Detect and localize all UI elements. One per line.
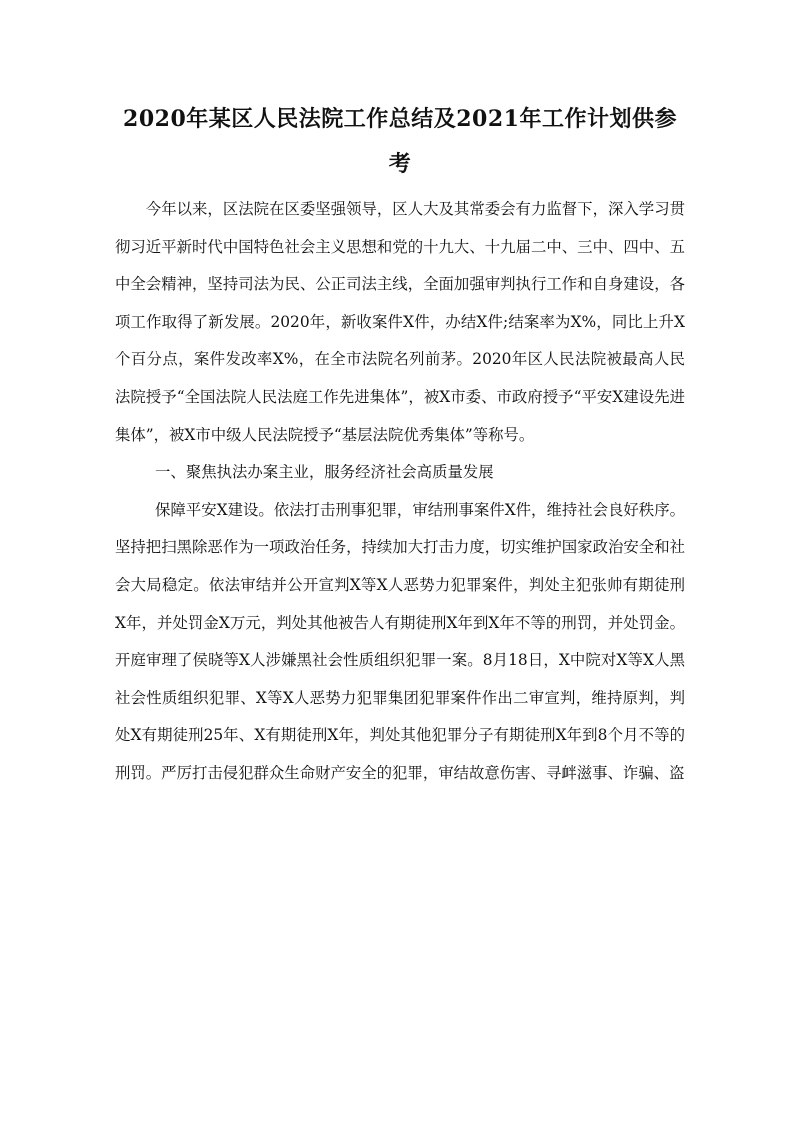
intro-paragraph: 今年以来，区法院在区委坚强领导，区人大及其常委会有力监督下，深入学习贯彻习近平新时代中国特色社会主义思想和党的十九大、十九届二中、三中、四中、五中全会精神，坚持司法为民、公正司法主线，全面加强审判执行工作和自身建设，各项工作取得了新发展。2020年，新收案件X件，办结X件;结案率为X%，同比上升X个百分点，案件发改率X%，在全市法院名列前茅。2020年区人民法院被最高人民法院授予“全国法院人民法庭工作先进集体”，被X市委、市政府授予“平安X建设先进集体”，被X市中级人民法院授予“基层法院优秀集体”等称号。 [115,200,685,444]
section-heading: 一、聚焦执法办案主业，服务经济社会高质量发展 [155,463,494,482]
section-paragraph: 保障平安X建设。依法打击刑事犯罪，审结刑事案件X件，维持社会良好秩序。坚持把扫黑除恶作为一项政治任务，持续加大打击力度，切实维护国家政治安全和社会大局稳定。依法审结并公开宣判X等X人恶势力犯罪案件，判处主犯张帅有期徒刑X年，并处罚金X万元，判处其他被告人有期徒刑X年到X年不等的刑罚，并处罚金。开庭审理了侯晓等X人涉嫌黑社会性质组织犯罪一案。8月18日，X中院对X等X人黑社会性质组织犯罪、X等X人恶势力犯罪集团犯罪案件作出二审宣判，维持原判，判处X有期徒刑25年、X有期徒刑X年，判处其他犯罪分子有期徒刑X年到8个月不等的刑罚。严厉打击侵犯群众生命财产安全的犯罪，审结故意伤害、寻衅滋事、诈骗、盗 [115,500,685,782]
document-title: 2020年某区人民法院工作总结及2021年工作计划供参考 [123,106,677,177]
document-body [115,97,685,793]
